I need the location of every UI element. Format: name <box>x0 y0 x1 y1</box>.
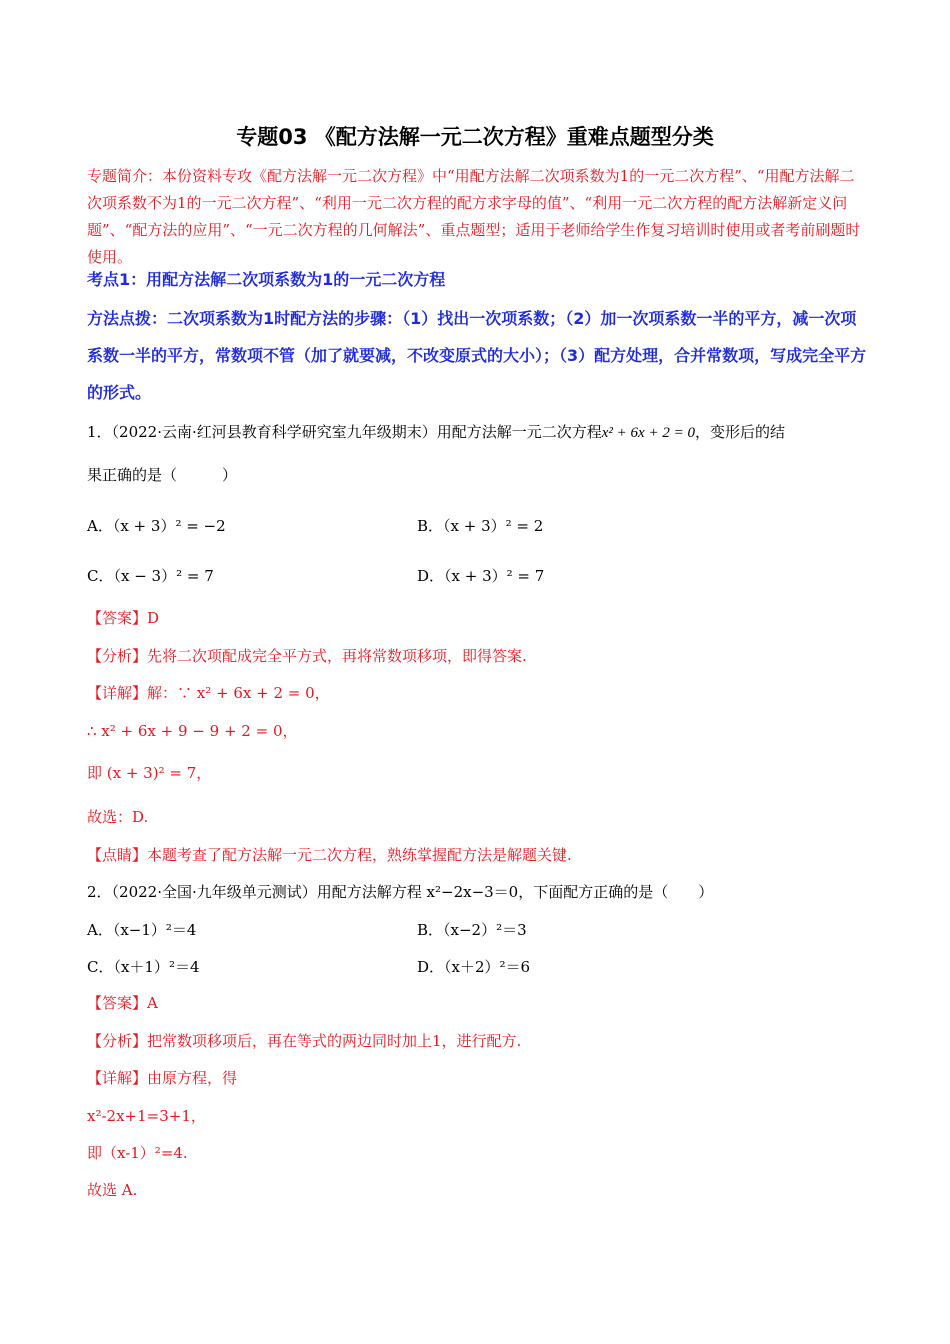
q1-comment <box>87 845 867 865</box>
kaodian-heading: 考点1：用配方法解二次项系数为1的一元二次方程 <box>87 270 446 289</box>
q2-detail-label: 【详解】 <box>87 1069 148 1087</box>
q1-answer <box>87 608 867 628</box>
intro-paragraph: 专题简介：本份资料专攻《配方法解一元二次方程》中“用配方法解二次项系数为1的一元二次方程”、“用配方法解二次项系数不为1的一元二次方程”、“利用一元二次方程的配方求字母的值”、“利用一元二次方程的配方法解新定义问题”、“配方法的应用”、“一元二次方程的几何解法”、重点题型；适用于老师给学生作复习培训时使用或者考前刷题时使用。 <box>87 167 861 266</box>
q1-comment-label: 【点睛】 <box>87 846 148 864</box>
q1-detail-label: 【详解】 <box>87 684 148 702</box>
q2-stem: 2．（2022·全国·九年级单元测试）用配方法解方程 x²−2x−3＝0，下面配方正确的是（ ） <box>87 883 714 901</box>
page-title: 专题03 《配方法解一元二次方程》重难点题型分类 <box>236 125 714 149</box>
q1-stem-line1 <box>87 422 867 443</box>
q1-detail-line2: ∴ x² + 6x + 9 − 9 + 2 = 0， <box>87 722 298 740</box>
q2-detail-line3: 故选 A. <box>87 1181 138 1199</box>
q1-stem-text: 1．（2022·云南·红河县教育科学研究室九年级期末）用配方法解一元二次方程 <box>87 423 602 441</box>
q2-detail-line2: 即（x-1）²=4. <box>87 1144 188 1162</box>
q2-answer-label: 【答案】 <box>87 994 148 1012</box>
q2-detail-line0 <box>87 1068 867 1088</box>
q1-answer-value: D <box>147 609 160 627</box>
q2-detail-line1: x²-2x+1=3+1， <box>87 1107 206 1125</box>
q2-answer-value: A <box>147 994 158 1012</box>
q1-analysis <box>87 646 867 666</box>
q1-option-a: A．（x + 3）² = −2 <box>87 517 226 535</box>
q1-detail-line3: 即 (x + 3)² = 7， <box>87 764 212 782</box>
q2-option-c: C．（x＋1）²＝4 <box>87 958 200 976</box>
q1-stem-text-end: ，变形后的结 <box>694 423 785 441</box>
method-tip: 方法点拨：二次项系数为1时配方法的步骤：（1）找出一次项系数；（2）加一次项系数一半的平方，减一次项系数一半的平方，常数项不管（加了就要减，不改变原式的大小）；（3）配方处理，合并常数项，写成完全平方的形式。 <box>87 309 867 402</box>
q2-answer <box>87 993 867 1013</box>
q1-detail-text1: 解：∵ x² + 6x + 2 = 0， <box>147 684 330 702</box>
q1-comment-text: 本题考查了配方法解一元二次方程，熟练掌握配方法是解题关键. <box>147 846 572 864</box>
q1-detail-line4: 故选：D. <box>87 808 149 826</box>
q1-option-c: C．（x − 3）² = 7 <box>87 567 214 585</box>
q2-option-b: B．（x−2）²＝3 <box>417 921 527 939</box>
q1-detail-line1 <box>87 683 867 703</box>
q2-option-a: A．（x−1）²＝4 <box>87 921 197 939</box>
q2-option-d: D．（x＋2）²＝6 <box>417 958 531 976</box>
q2-analysis <box>87 1031 867 1051</box>
q1-analysis-text: 先将二次项配成完全平方式，再将常数项移项，即得答案. <box>147 647 527 665</box>
q1-answer-label: 【答案】 <box>87 609 148 627</box>
q1-option-b: B．（x + 3）² = 2 <box>417 517 544 535</box>
q1-analysis-label: 【分析】 <box>87 647 148 665</box>
q2-detail-text0: 由原方程，得 <box>147 1069 238 1087</box>
q1-option-d: D．（x + 3）² = 7 <box>417 567 545 585</box>
q2-analysis-label: 【分析】 <box>87 1032 148 1050</box>
q1-stem-equation: x² + 6x + 2 = 0 <box>601 425 695 441</box>
q1-stem-line2: 果正确的是（ ） <box>87 466 238 484</box>
q2-analysis-text: 把常数项移项后，再在等式的两边同时加上1，进行配方. <box>147 1032 522 1050</box>
